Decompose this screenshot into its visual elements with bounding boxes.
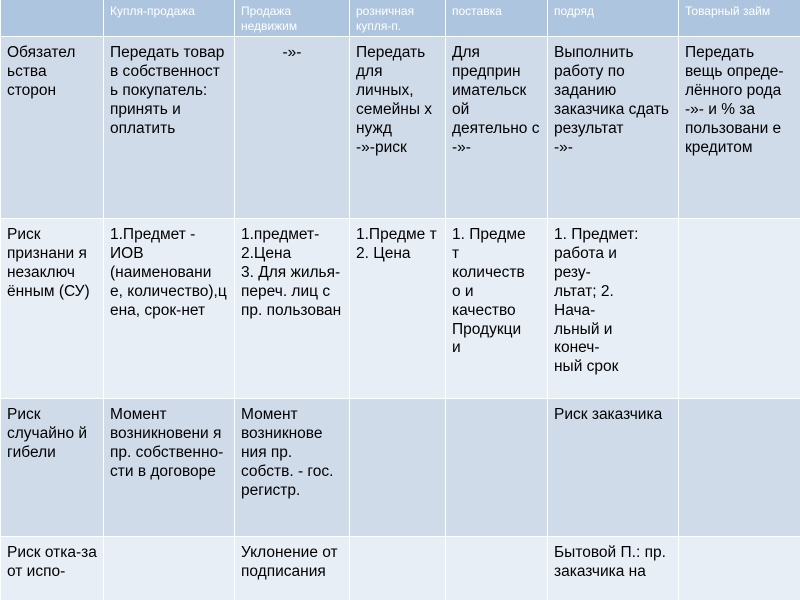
header-cell-postavka: поставка: [446, 0, 548, 37]
header-cell-prodazha-nedvizhim: Продажа недвижим: [235, 0, 350, 37]
table-cell: [350, 399, 446, 537]
table-cell: 1. Предме т количеств о и качество Продукци и: [446, 219, 548, 399]
table-cell: [350, 537, 446, 600]
table-cell: 1.Предме т 2. Цена: [350, 219, 446, 399]
table-cell: Передать для личных, семейны х нужд -»-риск: [350, 37, 446, 219]
table-cell: Для предприн имательск ой деятельно с -»-: [446, 37, 548, 219]
row-label-cell: Риск отка-за от испо-: [1, 537, 104, 600]
table-cell: [446, 537, 548, 600]
table-row-obligations: [1, 37, 800, 219]
table-cell: 1.предмет- 2.Цена 3. Для жилья- переч. лиц с пр. пользован: [235, 219, 350, 399]
table-row-risk-refusal: [1, 537, 800, 600]
table-header-row: [1, 0, 800, 37]
table-cell: -»-: [235, 37, 350, 219]
table-row-risk-unconcluded: [1, 219, 800, 399]
header-cell-tovarny-zaym: Товарный займ: [679, 0, 800, 37]
header-cell-roznichnaya: розничная купля-п.: [350, 0, 446, 37]
header-cell-kuplya-prodazha: Купля-продажа: [104, 0, 235, 37]
table-cell: [446, 399, 548, 537]
table-cell: Момент возникновени я пр. собственно-сти в договоре: [104, 399, 235, 537]
table-cell: Передать товар в собственност ь покупатель: принять и оплатить: [104, 37, 235, 219]
row-label-cell: Обязател ьства сторон: [1, 37, 104, 219]
table-row-risk-accidental-loss: [1, 399, 800, 537]
table-cell: Бытовой П.: пр. заказчика на: [548, 537, 679, 600]
header-corner-cell: [1, 0, 104, 37]
table-cell: [679, 219, 800, 399]
table-cell: [679, 537, 800, 600]
row-label-cell: Риск признани я незаключ ённым (СУ): [1, 219, 104, 399]
table-cell: Уклонение от подписания: [235, 537, 350, 600]
row-label-cell: Риск случайно й гибели: [1, 399, 104, 537]
table-cell: 1. Предмет: работа и резу- льтат; 2. Нача- льный и конеч- ный срок: [548, 219, 679, 399]
header-cell-podryad: подряд: [548, 0, 679, 37]
table-cell: Передать вещь опреде-лённого рода -»- и % за пользовани е кредитом: [679, 37, 800, 219]
table-cell: Выполнить работу по заданию заказчика сдать результат -»-: [548, 37, 679, 219]
table-cell: [679, 399, 800, 537]
table-cell: 1.Предмет - ИОВ (наименовани е, количество),ц ена, срок-нет: [104, 219, 235, 399]
table-cell: Момент возникнове ния пр. собств. - гос. регистр.: [235, 399, 350, 537]
table-cell: Риск заказчика: [548, 399, 679, 537]
table-cell: [104, 537, 235, 600]
